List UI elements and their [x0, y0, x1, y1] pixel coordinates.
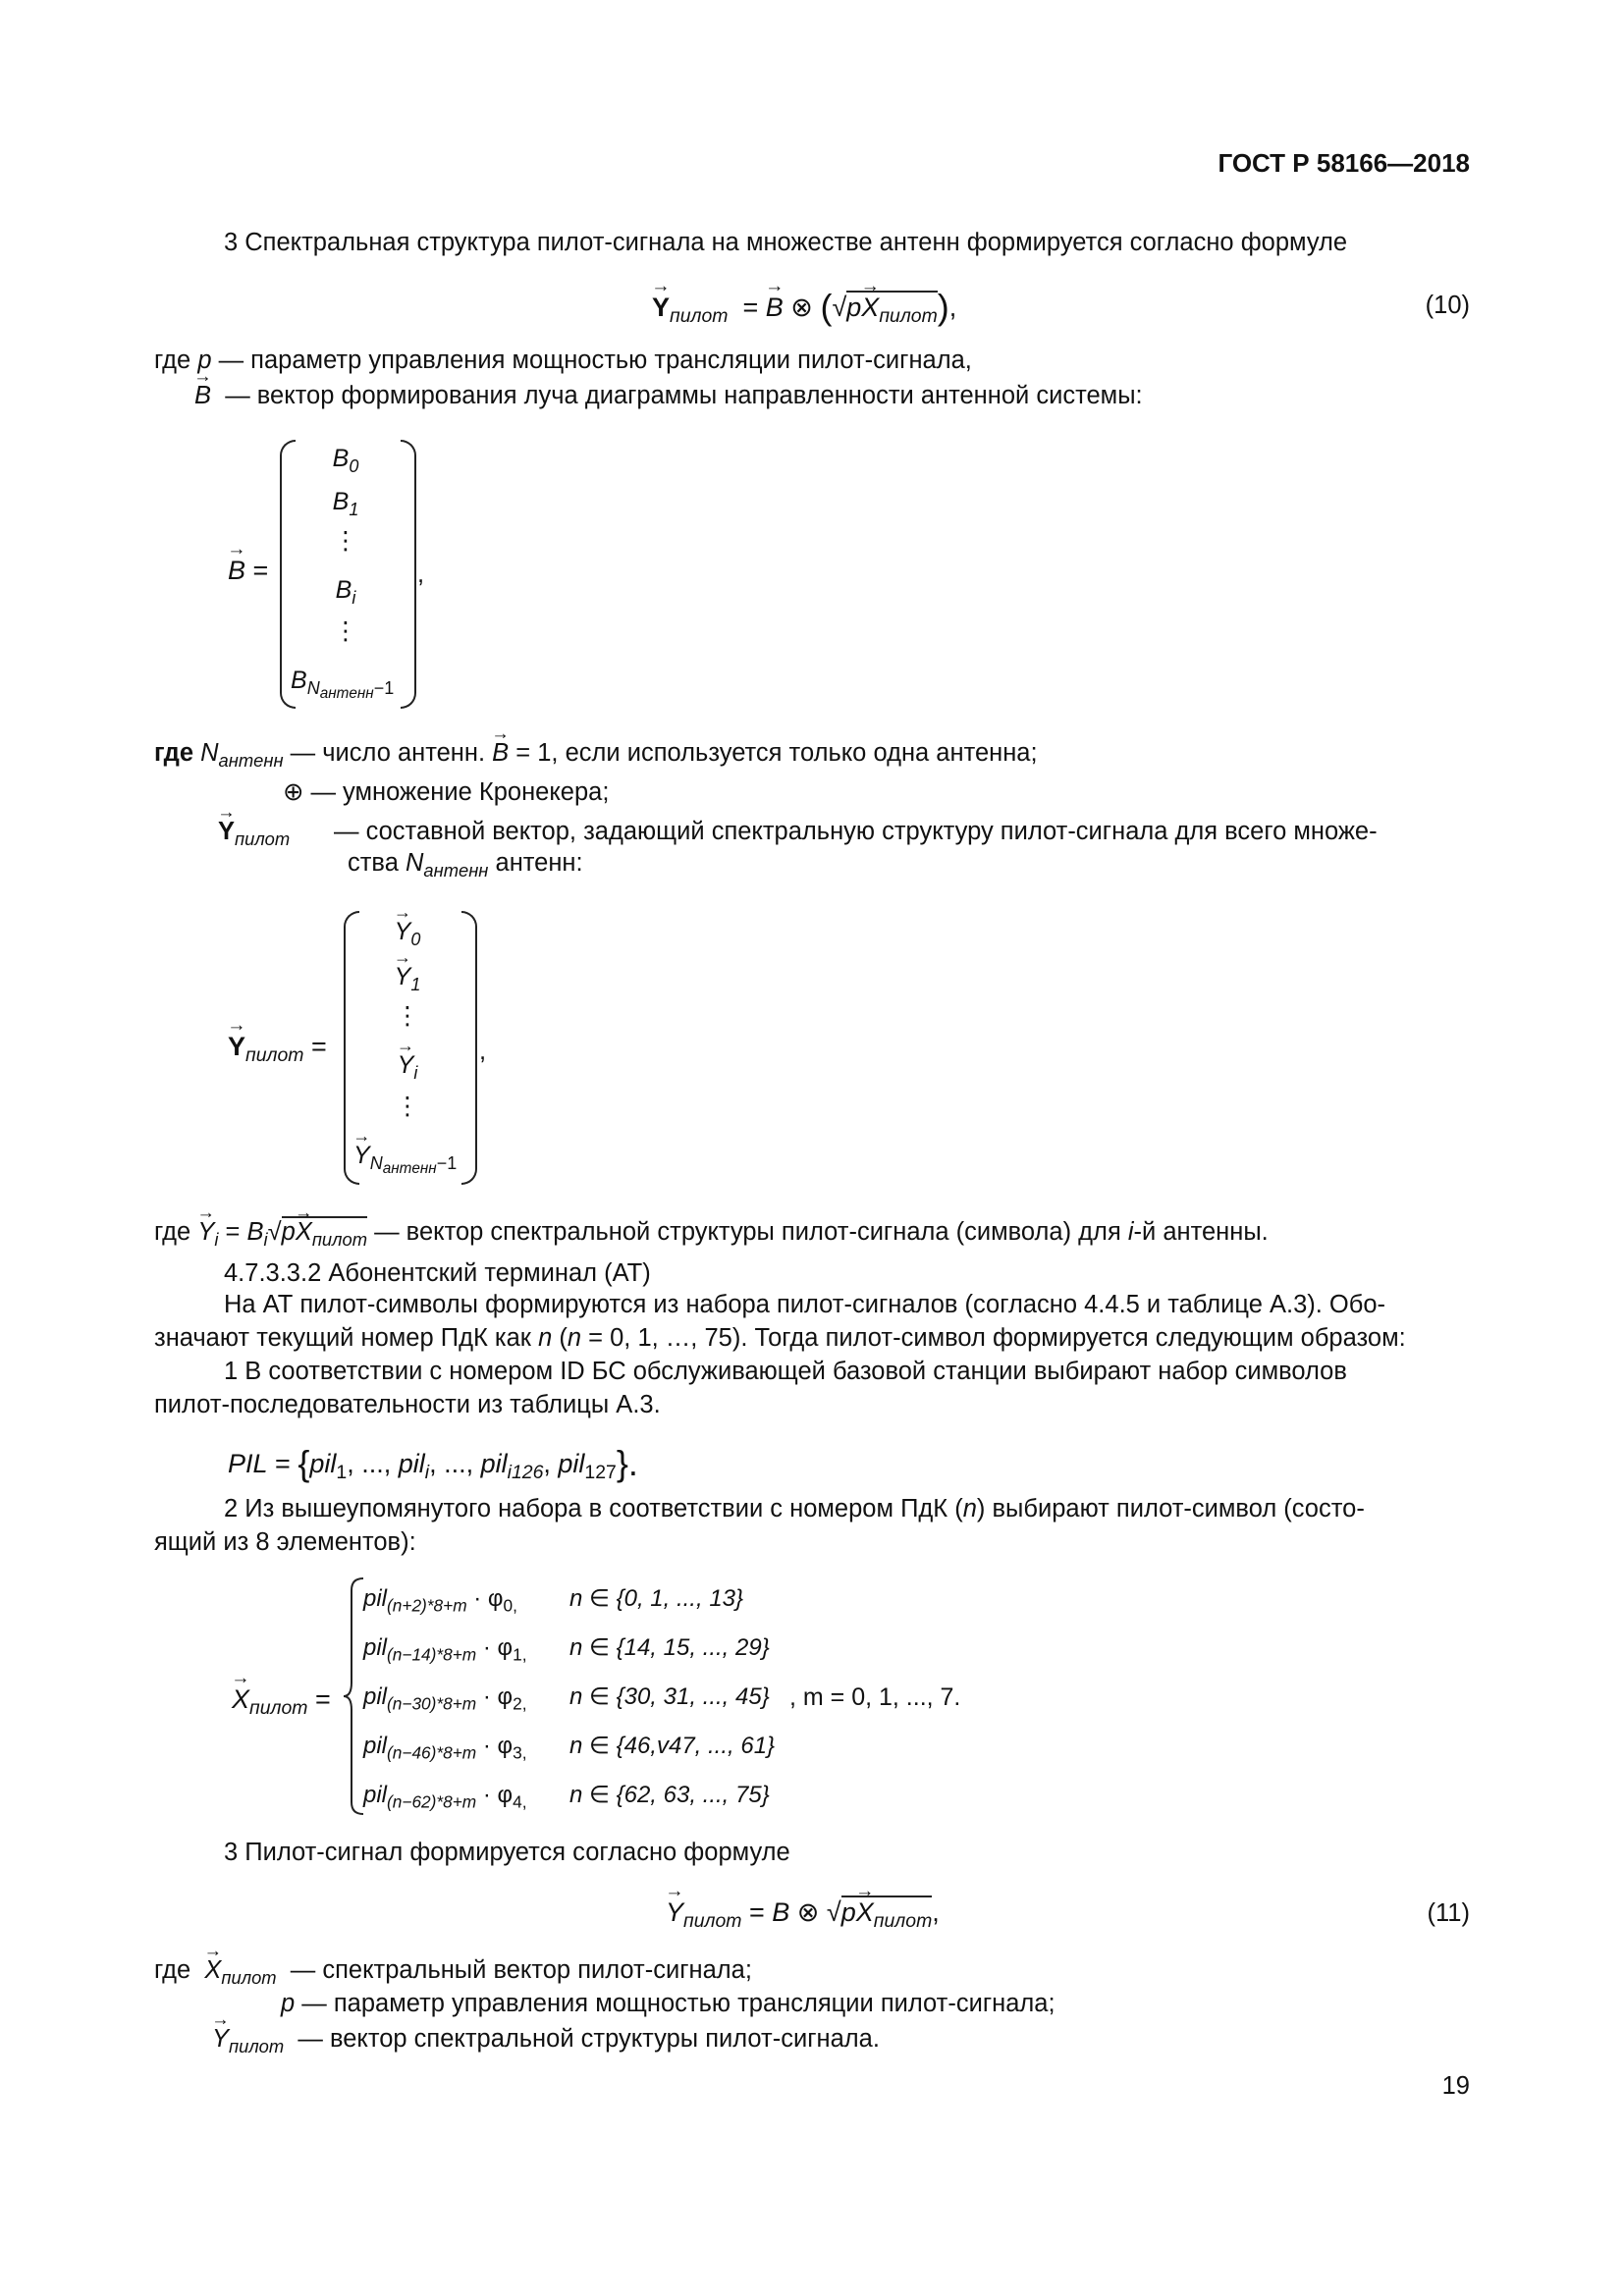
paragraph-at-line2: значают текущий номер ПдК как n (n = 0, 1, …, 75). Тогда пилот-символ формируется следующим образом:: [154, 1324, 1406, 1352]
y-vector-right-paren: [461, 911, 477, 1185]
where-x-line: где → $X_{пилот}$ — спектральный вектор пилот-сигнала;: [154, 1955, 752, 1987]
b-entry-1: $B_1$: [332, 488, 359, 519]
y-entry-dots-1: ⋮: [395, 1002, 420, 1030]
b-entry-last: $B_{N_{антенн}-1}$: [291, 667, 395, 702]
x-row-2: $pil_{(n-30)*8+m} \cdot \varphi_{2,}$ n ∈ {30, 31, ..., 45} , m = 0, 1, ..., 7.: [363, 1683, 961, 1714]
x-system-brace: [342, 1576, 365, 1816]
y-entry-last: → $Y_{N_{антенн}-1}$: [353, 1141, 461, 1171]
where-y2-line: → $Y_{пилот}$ — вектор спектральной структуры пилот-сигнала.: [212, 2024, 880, 2056]
section-heading-at: 4.7.3.3.2 Абонентский терминал (АТ): [224, 1259, 651, 1287]
b-vector-comma: ,: [417, 561, 425, 588]
paragraph-at-line1: На АТ пилот-символы формируются из набора пилот-сигналов (согласно 4.4.5 и таблице А.3). Обо-: [224, 1291, 1386, 1318]
b-entry-0: $B_0$: [332, 445, 359, 476]
paragraph-3-pilot: 3 Пилот-сигнал формируется согласно формуле: [224, 1839, 790, 1866]
where-y-desc-line2: ства $N_{антенн}$ антенн:: [348, 849, 583, 881]
where-yi-line: где → $Y_i = B_i√p\to X_{пилот}$ — вектор спектральной структуры пилот-сигнала (символа) для i-й антенны.: [154, 1217, 1269, 1249]
equation-10: → $Y_{пилот}$ = → B ⊗ $(√p\to X_{пилот})$,: [652, 285, 956, 329]
b-vector-entries: [291, 440, 401, 705]
y-vector-symbol: → Y: [652, 292, 670, 325]
equation-10-number: (10): [1425, 292, 1470, 319]
equation-11: → $Y_{пилот} = B$ ⊗ $√p\to X_{пилот}$,: [666, 1896, 940, 1930]
x-row-0: $pil_{(n+2)*8+m} \cdot \varphi_{0,}$ n ∈ {0, 1, ..., 13}: [363, 1585, 744, 1616]
b-vector-right-paren: [401, 440, 416, 709]
x-row-4: $pil_{(n-62)*8+m} \cdot \varphi_{4,}$ n ∈ {62, 63, ..., 75}: [363, 1782, 770, 1812]
y-entry-i: → $Y_i$: [353, 1050, 461, 1081]
where-y-desc-line1: — составной вектор, задающий спектральную структуру пилот-сигнала для всего множе-: [334, 818, 1378, 845]
where-y-symbol: → $Y_{пилот}$: [218, 817, 290, 848]
y-vector-symbol: → Y: [228, 1031, 245, 1064]
b-entry-dots-1: ⋮: [333, 527, 358, 555]
x-row-3: $pil_{(n-46)*8+m} \cdot \varphi_{3,}$ n ∈ {46,v47, ..., 61}: [363, 1733, 776, 1763]
y-entry-1: → $Y_1$: [353, 962, 461, 992]
where-n-line: где $N_{антенн}$ — число антенн. → B = 1, если используется только одна антенна;: [154, 738, 1038, 770]
y-entry-dots-2: ⋮: [395, 1093, 420, 1120]
pil-formula: PIL = {pil$_1$, ..., pil$_i$, ..., pil$_{i126}$, pil$_{127}$}.: [228, 1443, 638, 1484]
paragraph-2-line2: ящий из 8 элементов):: [154, 1528, 416, 1556]
b-vector-lhs: → B =: [228, 555, 268, 588]
where-p-line: где p — параметр управления мощностью трансляции пилот-сигнала,: [154, 347, 972, 374]
where-kronecker-line: ⊕ — умножение Кронекера;: [283, 778, 610, 806]
paragraph-3-intro: 3 Спектральная структура пилот-сигнала на множестве антенн формируется согласно формуле: [224, 229, 1348, 256]
y-vector-lhs: → $Y_{пилот}$ =: [228, 1031, 327, 1064]
y-entry-0: → $Y_0$: [353, 917, 461, 947]
where-b-line: → B — вектор формирования луча диаграммы направленности антенной системы:: [194, 381, 1143, 412]
b-entry-dots-2: ⋮: [333, 617, 358, 645]
paragraph-1-line1: 1 В соответствии с номером ID БС обслуживающей базовой станции выбирают набор символов: [224, 1358, 1347, 1385]
document-code: ГОСТ Р 58166—2018: [1218, 148, 1470, 178]
b-entry-i: $B_i$: [335, 576, 356, 608]
y-vector-entries: [353, 911, 461, 1181]
paragraph-1-line2: пилот-последовательности из таблицы А.3.: [154, 1391, 661, 1418]
equation-11-number: (11): [1427, 1899, 1470, 1927]
paragraph-2-line1: 2 Из вышеупомянутого набора в соответствии с номером ПдК (n) выбирают пилот-символ (состо-: [224, 1495, 1365, 1522]
y-vector-symbol: → Y: [218, 817, 235, 848]
x-row-1: $pil_{(n-14)*8+m} \cdot \varphi_{1,}$ n ∈ {14, 15, ..., 29}: [363, 1634, 770, 1665]
x-system-lhs: → $X_{пилот}$ =: [232, 1683, 331, 1717]
y-vector-comma: ,: [479, 1038, 487, 1065]
where-p2-line: p — параметр управления мощностью трансляции пилот-сигнала;: [281, 1990, 1056, 2017]
page-number: 19: [1441, 2072, 1470, 2100]
